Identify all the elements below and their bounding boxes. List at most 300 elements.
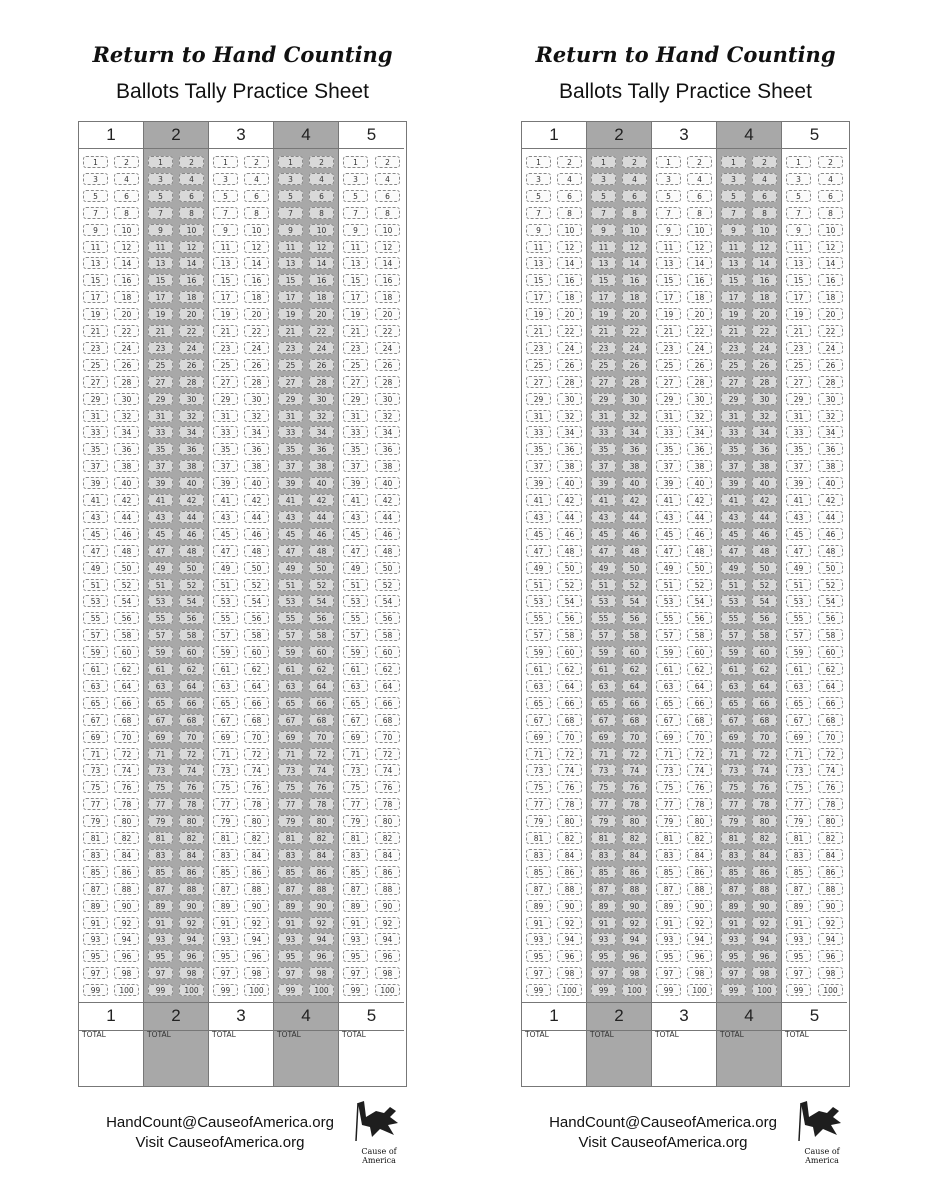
tally-box[interactable]: 6 — [557, 190, 582, 202]
tally-box[interactable]: 78 — [687, 798, 712, 810]
tally-box[interactable]: 14 — [752, 257, 777, 269]
tally-box[interactable]: 20 — [114, 308, 139, 320]
tally-box[interactable]: 72 — [179, 748, 204, 760]
tally-box[interactable]: 82 — [179, 832, 204, 844]
tally-box[interactable]: 44 — [818, 511, 843, 523]
tally-box[interactable]: 45 — [148, 528, 173, 540]
tally-box[interactable]: 10 — [818, 224, 843, 236]
tally-box[interactable]: 8 — [622, 207, 647, 219]
tally-box[interactable]: 97 — [656, 967, 681, 979]
tally-box[interactable]: 28 — [375, 376, 400, 388]
tally-box[interactable]: 81 — [526, 832, 551, 844]
tally-box[interactable]: 71 — [591, 748, 616, 760]
tally-box[interactable]: 6 — [818, 190, 843, 202]
tally-box[interactable]: 100 — [687, 984, 712, 996]
tally-box[interactable]: 65 — [343, 697, 368, 709]
tally-box[interactable]: 44 — [114, 511, 139, 523]
tally-box[interactable]: 33 — [526, 426, 551, 438]
tally-box[interactable]: 98 — [179, 967, 204, 979]
tally-box[interactable]: 13 — [591, 257, 616, 269]
tally-box[interactable]: 13 — [721, 257, 746, 269]
tally-box[interactable]: 13 — [148, 257, 173, 269]
tally-box[interactable]: 20 — [557, 308, 582, 320]
tally-box[interactable]: 54 — [114, 595, 139, 607]
website-link[interactable]: Visit CauseofAmerica.org — [135, 1134, 305, 1151]
tally-box[interactable]: 81 — [148, 832, 173, 844]
tally-box[interactable]: 21 — [591, 325, 616, 337]
tally-box[interactable]: 80 — [309, 815, 334, 827]
tally-box[interactable]: 84 — [114, 849, 139, 861]
tally-box[interactable]: 36 — [752, 443, 777, 455]
tally-box[interactable]: 21 — [786, 325, 811, 337]
tally-box[interactable]: 52 — [622, 579, 647, 591]
tally-box[interactable]: 63 — [213, 680, 238, 692]
tally-box[interactable]: 38 — [818, 460, 843, 472]
tally-box[interactable]: 18 — [179, 291, 204, 303]
tally-box[interactable]: 91 — [148, 917, 173, 929]
tally-box[interactable]: 99 — [656, 984, 681, 996]
tally-box[interactable]: 60 — [752, 646, 777, 658]
tally-box[interactable]: 27 — [278, 376, 303, 388]
tally-box[interactable]: 40 — [309, 477, 334, 489]
tally-box[interactable]: 39 — [278, 477, 303, 489]
tally-box[interactable]: 23 — [656, 342, 681, 354]
tally-box[interactable]: 45 — [721, 528, 746, 540]
tally-box[interactable]: 90 — [309, 900, 334, 912]
tally-box[interactable]: 10 — [309, 224, 334, 236]
tally-box[interactable]: 58 — [375, 629, 400, 641]
tally-box[interactable]: 84 — [557, 849, 582, 861]
tally-box[interactable]: 21 — [721, 325, 746, 337]
tally-box[interactable]: 59 — [148, 646, 173, 658]
tally-box[interactable]: 28 — [179, 376, 204, 388]
tally-box[interactable]: 76 — [114, 781, 139, 793]
tally-box[interactable]: 83 — [278, 849, 303, 861]
tally-box[interactable]: 64 — [179, 680, 204, 692]
tally-box[interactable]: 3 — [591, 173, 616, 185]
tally-box[interactable]: 1 — [591, 156, 616, 168]
tally-box[interactable]: 34 — [557, 426, 582, 438]
tally-box[interactable]: 8 — [752, 207, 777, 219]
tally-box[interactable]: 47 — [148, 545, 173, 557]
tally-box[interactable]: 94 — [114, 933, 139, 945]
tally-box[interactable]: 52 — [557, 579, 582, 591]
tally-box[interactable]: 11 — [526, 241, 551, 253]
tally-box[interactable]: 11 — [591, 241, 616, 253]
tally-box[interactable]: 4 — [752, 173, 777, 185]
tally-box[interactable]: 43 — [656, 511, 681, 523]
tally-box[interactable]: 82 — [622, 832, 647, 844]
tally-box[interactable]: 43 — [83, 511, 108, 523]
tally-box[interactable]: 84 — [179, 849, 204, 861]
tally-box[interactable]: 44 — [179, 511, 204, 523]
tally-box[interactable]: 99 — [213, 984, 238, 996]
tally-box[interactable]: 85 — [148, 866, 173, 878]
tally-box[interactable]: 15 — [721, 274, 746, 286]
tally-box[interactable]: 27 — [591, 376, 616, 388]
tally-box[interactable]: 22 — [818, 325, 843, 337]
tally-box[interactable]: 97 — [526, 967, 551, 979]
tally-box[interactable]: 65 — [83, 697, 108, 709]
tally-box[interactable]: 81 — [343, 832, 368, 844]
tally-box[interactable]: 17 — [591, 291, 616, 303]
tally-box[interactable]: 72 — [622, 748, 647, 760]
tally-box[interactable]: 45 — [83, 528, 108, 540]
tally-box[interactable]: 75 — [591, 781, 616, 793]
tally-box[interactable]: 14 — [818, 257, 843, 269]
tally-box[interactable]: 34 — [752, 426, 777, 438]
tally-box[interactable]: 65 — [721, 697, 746, 709]
tally-box[interactable]: 27 — [148, 376, 173, 388]
tally-box[interactable]: 96 — [179, 950, 204, 962]
tally-box[interactable]: 61 — [721, 663, 746, 675]
tally-box[interactable]: 93 — [786, 933, 811, 945]
tally-box[interactable]: 79 — [656, 815, 681, 827]
tally-box[interactable]: 67 — [526, 714, 551, 726]
tally-box[interactable]: 48 — [557, 545, 582, 557]
tally-box[interactable]: 15 — [591, 274, 616, 286]
tally-box[interactable]: 35 — [148, 443, 173, 455]
tally-box[interactable]: 8 — [687, 207, 712, 219]
tally-box[interactable]: 71 — [213, 748, 238, 760]
tally-box[interactable]: 96 — [622, 950, 647, 962]
tally-box[interactable]: 91 — [591, 917, 616, 929]
tally-box[interactable]: 66 — [818, 697, 843, 709]
tally-box[interactable]: 48 — [622, 545, 647, 557]
tally-box[interactable]: 54 — [687, 595, 712, 607]
tally-box[interactable]: 55 — [656, 612, 681, 624]
tally-box[interactable]: 95 — [213, 950, 238, 962]
tally-box[interactable]: 29 — [278, 393, 303, 405]
tally-box[interactable]: 59 — [721, 646, 746, 658]
tally-box[interactable]: 91 — [721, 917, 746, 929]
tally-box[interactable]: 79 — [591, 815, 616, 827]
tally-box[interactable]: 24 — [114, 342, 139, 354]
tally-box[interactable]: 84 — [752, 849, 777, 861]
tally-box[interactable]: 60 — [114, 646, 139, 658]
tally-box[interactable]: 4 — [114, 173, 139, 185]
tally-box[interactable]: 27 — [213, 376, 238, 388]
tally-box[interactable]: 4 — [375, 173, 400, 185]
tally-box[interactable]: 51 — [278, 579, 303, 591]
tally-box[interactable]: 18 — [752, 291, 777, 303]
tally-box[interactable]: 21 — [656, 325, 681, 337]
tally-box[interactable]: 62 — [244, 663, 269, 675]
tally-box[interactable]: 22 — [375, 325, 400, 337]
tally-box[interactable]: 36 — [114, 443, 139, 455]
tally-box[interactable]: 89 — [721, 900, 746, 912]
tally-box[interactable]: 94 — [375, 933, 400, 945]
tally-box[interactable]: 7 — [343, 207, 368, 219]
tally-box[interactable]: 25 — [656, 359, 681, 371]
tally-box[interactable]: 7 — [721, 207, 746, 219]
tally-box[interactable]: 100 — [244, 984, 269, 996]
tally-box[interactable]: 12 — [752, 241, 777, 253]
tally-box[interactable]: 13 — [343, 257, 368, 269]
tally-box[interactable]: 55 — [148, 612, 173, 624]
tally-box[interactable]: 10 — [622, 224, 647, 236]
tally-box[interactable]: 47 — [278, 545, 303, 557]
tally-box[interactable]: 18 — [244, 291, 269, 303]
tally-box[interactable]: 56 — [752, 612, 777, 624]
tally-box[interactable]: 100 — [752, 984, 777, 996]
tally-box[interactable]: 67 — [343, 714, 368, 726]
tally-box[interactable]: 54 — [818, 595, 843, 607]
tally-box[interactable]: 82 — [375, 832, 400, 844]
tally-box[interactable]: 22 — [687, 325, 712, 337]
tally-box[interactable]: 85 — [278, 866, 303, 878]
tally-box[interactable]: 74 — [752, 764, 777, 776]
tally-box[interactable]: 56 — [309, 612, 334, 624]
tally-box[interactable]: 40 — [752, 477, 777, 489]
tally-box[interactable]: 1 — [786, 156, 811, 168]
tally-box[interactable]: 45 — [278, 528, 303, 540]
tally-box[interactable]: 25 — [83, 359, 108, 371]
tally-box[interactable]: 29 — [656, 393, 681, 405]
tally-box[interactable]: 22 — [244, 325, 269, 337]
tally-box[interactable]: 84 — [375, 849, 400, 861]
tally-box[interactable]: 86 — [244, 866, 269, 878]
tally-box[interactable]: 95 — [786, 950, 811, 962]
tally-box[interactable]: 67 — [721, 714, 746, 726]
tally-box[interactable]: 76 — [244, 781, 269, 793]
tally-box[interactable]: 94 — [622, 933, 647, 945]
tally-box[interactable]: 63 — [148, 680, 173, 692]
tally-box[interactable]: 17 — [526, 291, 551, 303]
tally-box[interactable]: 42 — [622, 494, 647, 506]
tally-box[interactable]: 7 — [278, 207, 303, 219]
tally-box[interactable]: 35 — [83, 443, 108, 455]
tally-box[interactable]: 15 — [83, 274, 108, 286]
tally-box[interactable]: 84 — [687, 849, 712, 861]
tally-box[interactable]: 25 — [786, 359, 811, 371]
tally-box[interactable]: 96 — [309, 950, 334, 962]
tally-box[interactable]: 72 — [818, 748, 843, 760]
tally-box[interactable]: 90 — [622, 900, 647, 912]
tally-box[interactable]: 31 — [721, 410, 746, 422]
tally-box[interactable]: 66 — [309, 697, 334, 709]
tally-box[interactable]: 26 — [557, 359, 582, 371]
tally-box[interactable]: 28 — [557, 376, 582, 388]
tally-box[interactable]: 36 — [244, 443, 269, 455]
tally-box[interactable]: 79 — [278, 815, 303, 827]
tally-box[interactable]: 79 — [786, 815, 811, 827]
tally-box[interactable]: 52 — [244, 579, 269, 591]
tally-box[interactable]: 53 — [526, 595, 551, 607]
tally-box[interactable]: 62 — [622, 663, 647, 675]
tally-box[interactable]: 17 — [656, 291, 681, 303]
tally-box[interactable]: 74 — [244, 764, 269, 776]
tally-box[interactable]: 49 — [786, 562, 811, 574]
tally-box[interactable]: 18 — [375, 291, 400, 303]
tally-box[interactable]: 85 — [786, 866, 811, 878]
tally-box[interactable]: 20 — [375, 308, 400, 320]
tally-box[interactable]: 29 — [343, 393, 368, 405]
tally-box[interactable]: 1 — [721, 156, 746, 168]
tally-box[interactable]: 95 — [278, 950, 303, 962]
tally-box[interactable]: 7 — [526, 207, 551, 219]
tally-box[interactable]: 59 — [343, 646, 368, 658]
tally-box[interactable]: 37 — [721, 460, 746, 472]
tally-box[interactable]: 92 — [114, 917, 139, 929]
tally-box[interactable]: 12 — [375, 241, 400, 253]
tally-box[interactable]: 90 — [114, 900, 139, 912]
tally-box[interactable]: 31 — [526, 410, 551, 422]
tally-box[interactable]: 56 — [375, 612, 400, 624]
tally-box[interactable]: 3 — [213, 173, 238, 185]
tally-box[interactable]: 51 — [343, 579, 368, 591]
tally-box[interactable]: 19 — [526, 308, 551, 320]
tally-box[interactable]: 10 — [179, 224, 204, 236]
tally-box[interactable]: 95 — [83, 950, 108, 962]
tally-box[interactable]: 11 — [213, 241, 238, 253]
tally-box[interactable]: 51 — [591, 579, 616, 591]
tally-box[interactable]: 19 — [591, 308, 616, 320]
tally-box[interactable]: 67 — [656, 714, 681, 726]
tally-box[interactable]: 29 — [83, 393, 108, 405]
tally-box[interactable]: 40 — [687, 477, 712, 489]
tally-box[interactable]: 2 — [244, 156, 269, 168]
tally-box[interactable]: 74 — [557, 764, 582, 776]
tally-box[interactable]: 26 — [375, 359, 400, 371]
tally-box[interactable]: 43 — [526, 511, 551, 523]
tally-box[interactable]: 82 — [687, 832, 712, 844]
tally-box[interactable]: 56 — [179, 612, 204, 624]
tally-box[interactable]: 29 — [721, 393, 746, 405]
tally-box[interactable]: 39 — [656, 477, 681, 489]
tally-box[interactable]: 58 — [687, 629, 712, 641]
tally-box[interactable]: 19 — [83, 308, 108, 320]
tally-box[interactable]: 54 — [375, 595, 400, 607]
tally-box[interactable]: 91 — [526, 917, 551, 929]
tally-box[interactable]: 56 — [622, 612, 647, 624]
tally-box[interactable]: 63 — [656, 680, 681, 692]
tally-box[interactable]: 89 — [278, 900, 303, 912]
tally-box[interactable]: 38 — [309, 460, 334, 472]
tally-box[interactable]: 14 — [375, 257, 400, 269]
tally-box[interactable]: 20 — [622, 308, 647, 320]
tally-box[interactable]: 52 — [752, 579, 777, 591]
tally-box[interactable]: 63 — [526, 680, 551, 692]
tally-box[interactable]: 94 — [179, 933, 204, 945]
tally-box[interactable]: 97 — [148, 967, 173, 979]
tally-box[interactable]: 71 — [148, 748, 173, 760]
tally-box[interactable]: 34 — [244, 426, 269, 438]
tally-box[interactable]: 73 — [526, 764, 551, 776]
tally-box[interactable]: 68 — [375, 714, 400, 726]
tally-box[interactable]: 76 — [687, 781, 712, 793]
tally-box[interactable]: 50 — [179, 562, 204, 574]
tally-box[interactable]: 82 — [114, 832, 139, 844]
tally-box[interactable]: 1 — [83, 156, 108, 168]
tally-box[interactable]: 74 — [622, 764, 647, 776]
tally-box[interactable]: 12 — [244, 241, 269, 253]
tally-box[interactable]: 71 — [656, 748, 681, 760]
tally-box[interactable]: 87 — [278, 883, 303, 895]
tally-box[interactable]: 3 — [343, 173, 368, 185]
tally-box[interactable]: 26 — [752, 359, 777, 371]
tally-box[interactable]: 9 — [278, 224, 303, 236]
tally-box[interactable]: 33 — [591, 426, 616, 438]
tally-box[interactable]: 15 — [786, 274, 811, 286]
tally-box[interactable]: 81 — [656, 832, 681, 844]
tally-box[interactable]: 5 — [526, 190, 551, 202]
tally-box[interactable]: 24 — [622, 342, 647, 354]
tally-box[interactable]: 50 — [557, 562, 582, 574]
tally-box[interactable]: 37 — [526, 460, 551, 472]
tally-box[interactable]: 45 — [656, 528, 681, 540]
tally-box[interactable]: 64 — [687, 680, 712, 692]
tally-box[interactable]: 59 — [83, 646, 108, 658]
tally-box[interactable]: 66 — [375, 697, 400, 709]
tally-box[interactable]: 84 — [309, 849, 334, 861]
tally-box[interactable]: 7 — [656, 207, 681, 219]
tally-box[interactable]: 50 — [687, 562, 712, 574]
tally-box[interactable]: 30 — [244, 393, 269, 405]
tally-box[interactable]: 24 — [309, 342, 334, 354]
tally-box[interactable]: 24 — [752, 342, 777, 354]
tally-box[interactable]: 71 — [526, 748, 551, 760]
tally-box[interactable]: 85 — [526, 866, 551, 878]
tally-box[interactable]: 69 — [213, 731, 238, 743]
tally-box[interactable]: 62 — [752, 663, 777, 675]
tally-box[interactable]: 42 — [309, 494, 334, 506]
tally-box[interactable]: 98 — [687, 967, 712, 979]
tally-box[interactable]: 10 — [114, 224, 139, 236]
tally-box[interactable]: 25 — [721, 359, 746, 371]
tally-box[interactable]: 30 — [179, 393, 204, 405]
tally-box[interactable]: 49 — [213, 562, 238, 574]
tally-box[interactable]: 59 — [213, 646, 238, 658]
tally-box[interactable]: 30 — [114, 393, 139, 405]
tally-box[interactable]: 93 — [591, 933, 616, 945]
tally-box[interactable]: 38 — [114, 460, 139, 472]
tally-box[interactable]: 68 — [687, 714, 712, 726]
tally-box[interactable]: 66 — [244, 697, 269, 709]
tally-box[interactable]: 85 — [343, 866, 368, 878]
tally-box[interactable]: 77 — [213, 798, 238, 810]
tally-box[interactable]: 68 — [752, 714, 777, 726]
tally-box[interactable]: 27 — [83, 376, 108, 388]
tally-box[interactable]: 36 — [622, 443, 647, 455]
tally-box[interactable]: 87 — [213, 883, 238, 895]
tally-box[interactable]: 24 — [179, 342, 204, 354]
tally-box[interactable]: 99 — [786, 984, 811, 996]
tally-box[interactable]: 68 — [622, 714, 647, 726]
tally-box[interactable]: 73 — [83, 764, 108, 776]
tally-box[interactable]: 62 — [179, 663, 204, 675]
tally-box[interactable]: 47 — [83, 545, 108, 557]
tally-box[interactable]: 30 — [375, 393, 400, 405]
tally-box[interactable]: 65 — [526, 697, 551, 709]
tally-box[interactable]: 70 — [179, 731, 204, 743]
tally-box[interactable]: 57 — [343, 629, 368, 641]
tally-box[interactable]: 60 — [818, 646, 843, 658]
tally-box[interactable]: 16 — [114, 274, 139, 286]
tally-box[interactable]: 96 — [114, 950, 139, 962]
tally-box[interactable]: 68 — [309, 714, 334, 726]
tally-box[interactable]: 91 — [786, 917, 811, 929]
tally-box[interactable]: 56 — [557, 612, 582, 624]
tally-box[interactable]: 50 — [622, 562, 647, 574]
tally-box[interactable]: 75 — [786, 781, 811, 793]
tally-box[interactable]: 54 — [557, 595, 582, 607]
tally-box[interactable]: 27 — [721, 376, 746, 388]
tally-box[interactable]: 37 — [278, 460, 303, 472]
tally-box[interactable]: 2 — [557, 156, 582, 168]
tally-box[interactable]: 75 — [526, 781, 551, 793]
tally-box[interactable]: 80 — [114, 815, 139, 827]
